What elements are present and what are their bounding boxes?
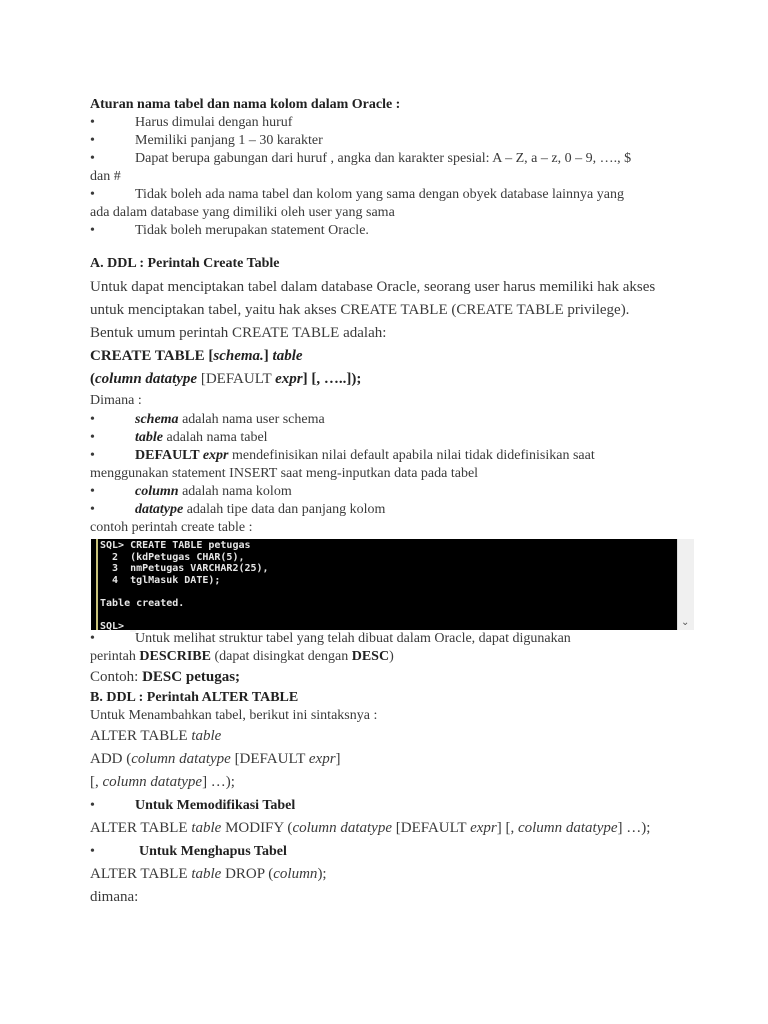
list-item: • Tidak boleh ada nama tabel dan kolom yang sama dengan obyek database lainnya yang (90, 187, 624, 202)
list-item: • Untuk Menghapus Tabel (90, 844, 287, 859)
list-item: • Tidak boleh merupakan statement Oracle. (90, 223, 369, 238)
syntax-line: [, column datatype] …); (90, 774, 235, 790)
terminal-screenshot (90, 539, 694, 630)
paragraph: Bentuk umum perintah CREATE TABLE adalah: (90, 325, 387, 341)
syntax-line: ALTER TABLE table MODIFY (column datatype [DEFAULT expr] [, column datatype] …); (90, 820, 651, 836)
scrollbar[interactable] (677, 539, 694, 630)
document-content (90, 96, 690, 909)
list-item: • DEFAULT expr mendefinisikan nilai default apabila nilai tidak didefinisikan saat (90, 448, 595, 463)
list-item: • Harus dimulai dengan huruf (90, 115, 293, 130)
syntax-line: (column datatype [DEFAULT expr] [, …..]); (90, 371, 362, 387)
list-item: • column adalah nama kolom (90, 484, 292, 499)
example-describe: Contoh: DESC petugas; (90, 669, 241, 685)
heading-naming-rules: Aturan nama tabel dan nama kolom dalam Oracle : (90, 97, 401, 112)
terminal-output: SQL> CREATE TABLE petugas 2 (kdPetugas CHAR(5), 3 nmPetugas VARCHAR2(25), 4 tglMasuk DATE); Table created. SQL> _ (100, 540, 269, 632)
list-item: • schema adalah nama user schema (90, 412, 325, 427)
example-label: contoh perintah create table : (90, 520, 253, 535)
syntax-line: CREATE TABLE [schema.] table (90, 348, 303, 364)
paragraph: Untuk dapat menciptakan tabel dalam database Oracle, seorang user harus memiliki hak akses (90, 279, 656, 295)
list-item-continuation: ada dalam database yang dimiliki oleh user yang sama (90, 205, 395, 220)
syntax-line: ALTER TABLE table (90, 728, 222, 744)
paragraph: untuk menciptakan tabel, yaitu hak akses CREATE TABLE (CREATE TABLE privilege). (90, 302, 630, 318)
list-item: • table adalah nama tabel (90, 430, 268, 445)
syntax-line: ALTER TABLE table DROP (column); (90, 866, 327, 882)
paragraph: Untuk Menambahkan tabel, berikut ini sintaksnya : (90, 708, 378, 723)
section-a-title: A. DDL : Perintah Create Table (90, 256, 280, 271)
list-item: • datatype adalah tipe data dan panjang kolom (90, 502, 386, 517)
section-b-title: B. DDL : Perintah ALTER TABLE (90, 690, 299, 705)
list-item-continuation: dan # (90, 169, 121, 184)
list-item: • Untuk Memodifikasi Tabel (90, 798, 296, 813)
chevron-down-icon[interactable]: ⌄ (681, 617, 690, 628)
list-item: • Memiliki panjang 1 – 30 karakter (90, 133, 323, 148)
list-item: • Dapat berupa gabungan dari huruf , angka dan karakter spesial: A – Z, a – z, 0 – 9, …., $ (90, 151, 632, 166)
list-item-continuation: menggunakan statement INSERT saat meng-inputkan data pada tabel (90, 466, 479, 481)
list-item: • Untuk melihat struktur tabel yang telah dibuat dalam Oracle, dapat digunakan (90, 631, 571, 646)
dimana-label: Dimana : (90, 393, 142, 408)
syntax-line: ADD (column datatype [DEFAULT expr] (90, 751, 341, 767)
list-item-continuation: perintah DESCRIBE (dapat disingkat dengan DESC) (90, 649, 394, 664)
dimana-label: dimana: (90, 889, 139, 905)
